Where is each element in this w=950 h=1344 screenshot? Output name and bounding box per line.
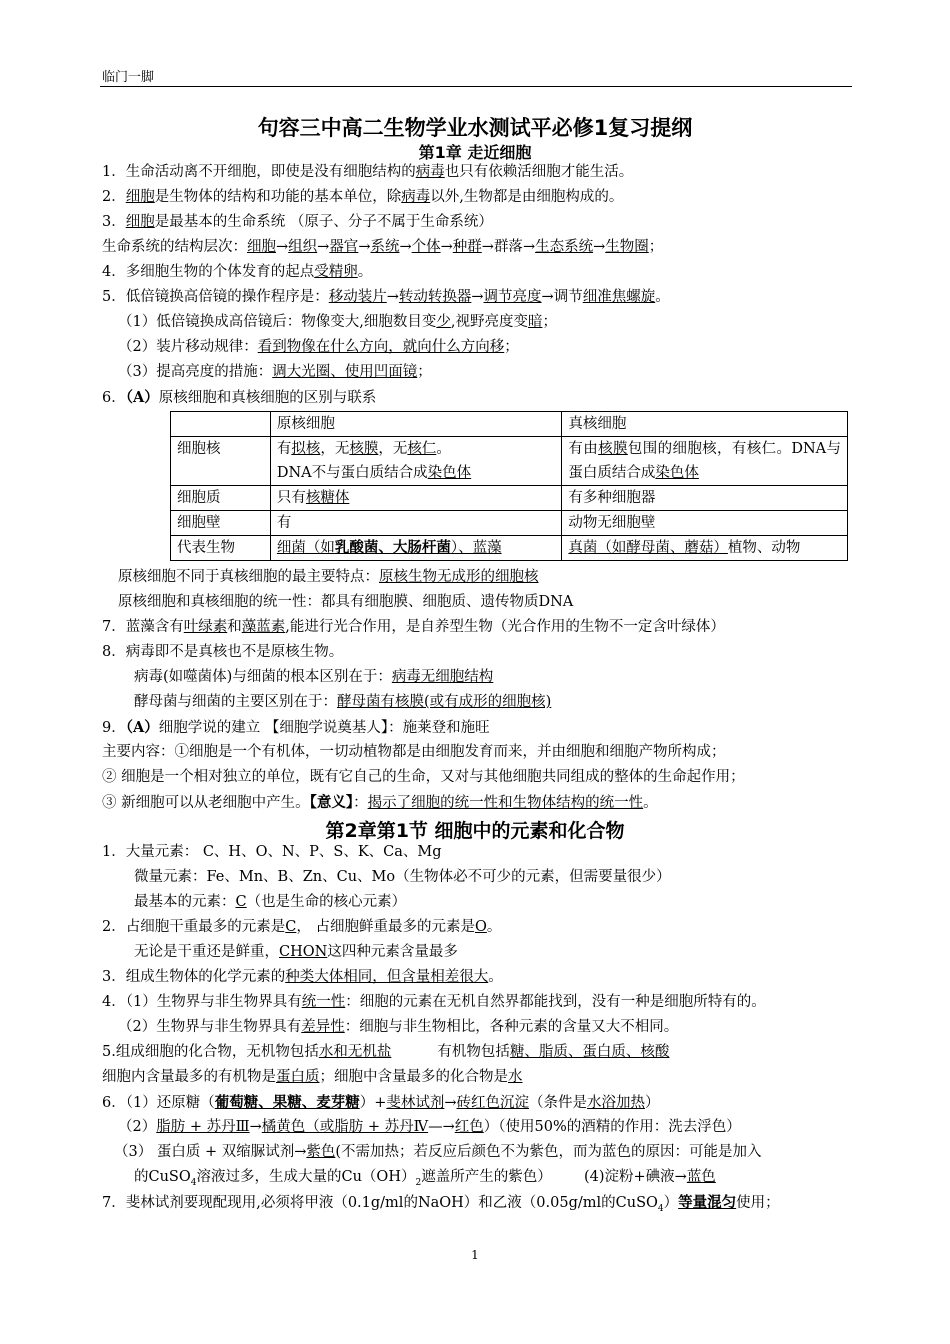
row-label: 细胞质 [171, 486, 271, 511]
table-cell: 有由核膜包围的细胞核，有核仁。DNA与蛋白质结合成染色体 [562, 437, 848, 486]
table-cell: 有多种细胞器 [562, 486, 848, 511]
c2-line-6: 6．（1）还原糖（葡萄糖、果糖、麦芽糖）+斐林试剂→砖红色沉淀（条件是水浴加热） [102, 1094, 660, 1111]
line-8-2: 酵母菌与细菌的主要区别在于：酵母菌有核膜(或有成形的细胞核) [134, 694, 552, 710]
row-label: 代表生物 [171, 536, 271, 561]
life-system-levels: 生命系统的结构层次：细胞→组织→器官→系统→个体→种群→群落→生态系统→生物圈； [102, 239, 664, 255]
row-label: 细胞核 [171, 437, 271, 486]
line-5-3: （3）提高亮度的措施：调大光圈、使用凹面镜； [118, 364, 432, 380]
row-label: 细胞壁 [171, 511, 271, 536]
line-1: 1．生命活动离不开细胞，即使是没有细胞结构的病毒也只有依赖活细胞才能生活。 [102, 164, 634, 180]
c2-line-1-2: 微量元素：Fe、Mn、B、Zn、Cu、Mo（生物体必不可少的元素，但需要量很少） [134, 869, 671, 885]
c2-line-6-4: 的CuSO$_4$溶液过多，生成大量的$Cu(OH)_2$遮盖所产生的紫色） (4)淀粉+碘液→蓝色 [134, 1169, 716, 1188]
table-header: 真核细胞 [562, 412, 848, 437]
line-8-1: 病毒(如噬菌体)与细菌的根本区别在于：病毒无细胞结构 [134, 669, 494, 685]
c2-line-6-3: （3） 蛋白质 + 双缩脲试剂→紫色(不需加热；若反应后颜色不为紫色，而为蓝色的原因：可能是加入 [114, 1144, 762, 1160]
line-9-content: 主要内容：①细胞是一个有机体，一切动植物都是由细胞发育而来，并由细胞和细胞产物所构成； [102, 744, 726, 760]
c2-line-3: 3．组成生物体的化学元素的种类大体相同，但含量相差很大。 [102, 969, 503, 985]
page-header: 临门一脚 [102, 70, 155, 85]
c2-line-5: 5.组成细胞的化合物，无机物包括水和无机盐 有机物包括糖、脂质、蛋白质、核酸 [102, 1044, 670, 1060]
table-cell: 细菌（如乳酸菌、大肠杆菌）、蓝藻 [270, 536, 562, 561]
table-row [171, 437, 848, 486]
c2-line-2: 2．占细胞干重最多的元素是C， 占细胞鲜重最多的元素是O。 [102, 919, 502, 935]
line-5-1: （1）低倍镜换成高倍镜后：物像变大,细胞数目变少,视野亮度变暗； [118, 314, 557, 330]
table-row [171, 486, 848, 511]
line-9: 9．（A）细胞学说的建立 【细胞学说奠基人】：施莱登和施旺 [102, 719, 490, 736]
table-cell: 有 [270, 511, 562, 536]
table-cell: 有拟核，无核膜，无核仁。 DNA不与蛋白质结合成染色体 [270, 437, 562, 486]
c2-line-1: 1．大量元素： C、H、O、N、P、S、K、Ca、Mg [102, 844, 442, 860]
line-5: 5．低倍镜换高倍镜的操作程序是：移动装片→转动转换器→调节亮度→调节细准焦螺旋。 [102, 289, 670, 305]
line-9-content-2: ② 细胞是一个相对独立的单位，既有它自己的生命，又对与其他细胞共同组成的整体的生命起作用； [102, 769, 745, 785]
document-title: 句容三中高二生物学业水测试平必修1复习提纲 [257, 116, 693, 140]
c2-line-1-3: 最基本的元素：C（也是生命的核心元素） [134, 894, 407, 910]
c2-line-5-2: 细胞内含量最多的有机物是蛋白质；细胞中含量最多的化合物是水 [102, 1069, 523, 1085]
line-9-content-3: ③ 新细胞可以从老细胞中产生。【意义】：揭示了细胞的统一性和生物体结构的统一性。 [102, 794, 658, 811]
c2-line-4-2: （2）生物界与非生物界具有差异性：细胞与非生物相比，各种元素的含量又大不相同。 [118, 1019, 679, 1035]
line-8: 8．病毒即不是真核也不是原核生物。 [102, 644, 344, 660]
line-7: 7．蓝藻含有叶绿素和藻蓝素,能进行光合作用，是自养型生物（光合作用的生物不一定含叶绿体） [102, 619, 725, 635]
c2-line-4: 4．（1）生物界与非生物界具有统一性：细胞的元素在无机自然界都能找到，没有一种是细胞所特有的。 [102, 994, 766, 1010]
page-number: 1 [471, 1248, 479, 1262]
c2-line-6-2: （2）脂肪 + 苏丹Ⅲ→橘黄色（或脂肪 + 苏丹Ⅳ—→红色）（使用50%的酒精的作用：洗去浮色） [118, 1119, 741, 1135]
table-header: 原核细胞 [270, 412, 562, 437]
table-cell: 真菌（如酵母菌、蘑菇）植物、动物 [562, 536, 848, 561]
chapter2-title: 第2章第1节 细胞中的元素和化合物 [325, 820, 625, 842]
cell-comparison-table [170, 411, 848, 561]
line-3: 3．细胞是最基本的生命系统 （原子、分子不属于生命系统） [102, 214, 493, 230]
c2-line-2-2: 无论是干重还是鲜重，CHON这四种元素含量最多 [134, 944, 458, 960]
header-rule [100, 86, 852, 87]
chapter2-body [102, 840, 850, 1215]
line-5-2: （2）装片移动规律：看到物像在什么方向，就向什么方向移； [118, 339, 519, 355]
table-row [171, 511, 848, 536]
line-6: 6．（A）原核细胞和真核细胞的区别与联系 [102, 389, 377, 406]
table-cell [171, 412, 271, 437]
chapter1-title: 第1章 走近细胞 [418, 143, 532, 162]
line-4: 4．多细胞生物的个体发育的起点受精卵。 [102, 264, 373, 280]
table-row [171, 412, 848, 437]
table-row [171, 536, 848, 561]
line-after-2: 原核细胞和真核细胞的统一性：都具有细胞膜、细胞质、遗传物质DNA [118, 594, 574, 610]
c2-line-7: 7．斐林试剂要现配现用,必须将甲液（0.1g/ml的NaOH）和乙液（0.05g/ml的CuSO$_4$）等量混匀使用； [102, 1194, 780, 1214]
table-cell: 只有核糖体 [270, 486, 562, 511]
chapter1-body-continued [102, 565, 850, 815]
line-after-1: 原核细胞不同于真核细胞的最主要特点：原核生物无成形的细胞核 [118, 569, 539, 585]
line-2: 2．细胞是生物体的结构和功能的基本单位，除病毒以外,生物都是由细胞构成的。 [102, 189, 624, 205]
table-cell: 动物无细胞壁 [562, 511, 848, 536]
chapter1-body [102, 160, 850, 410]
